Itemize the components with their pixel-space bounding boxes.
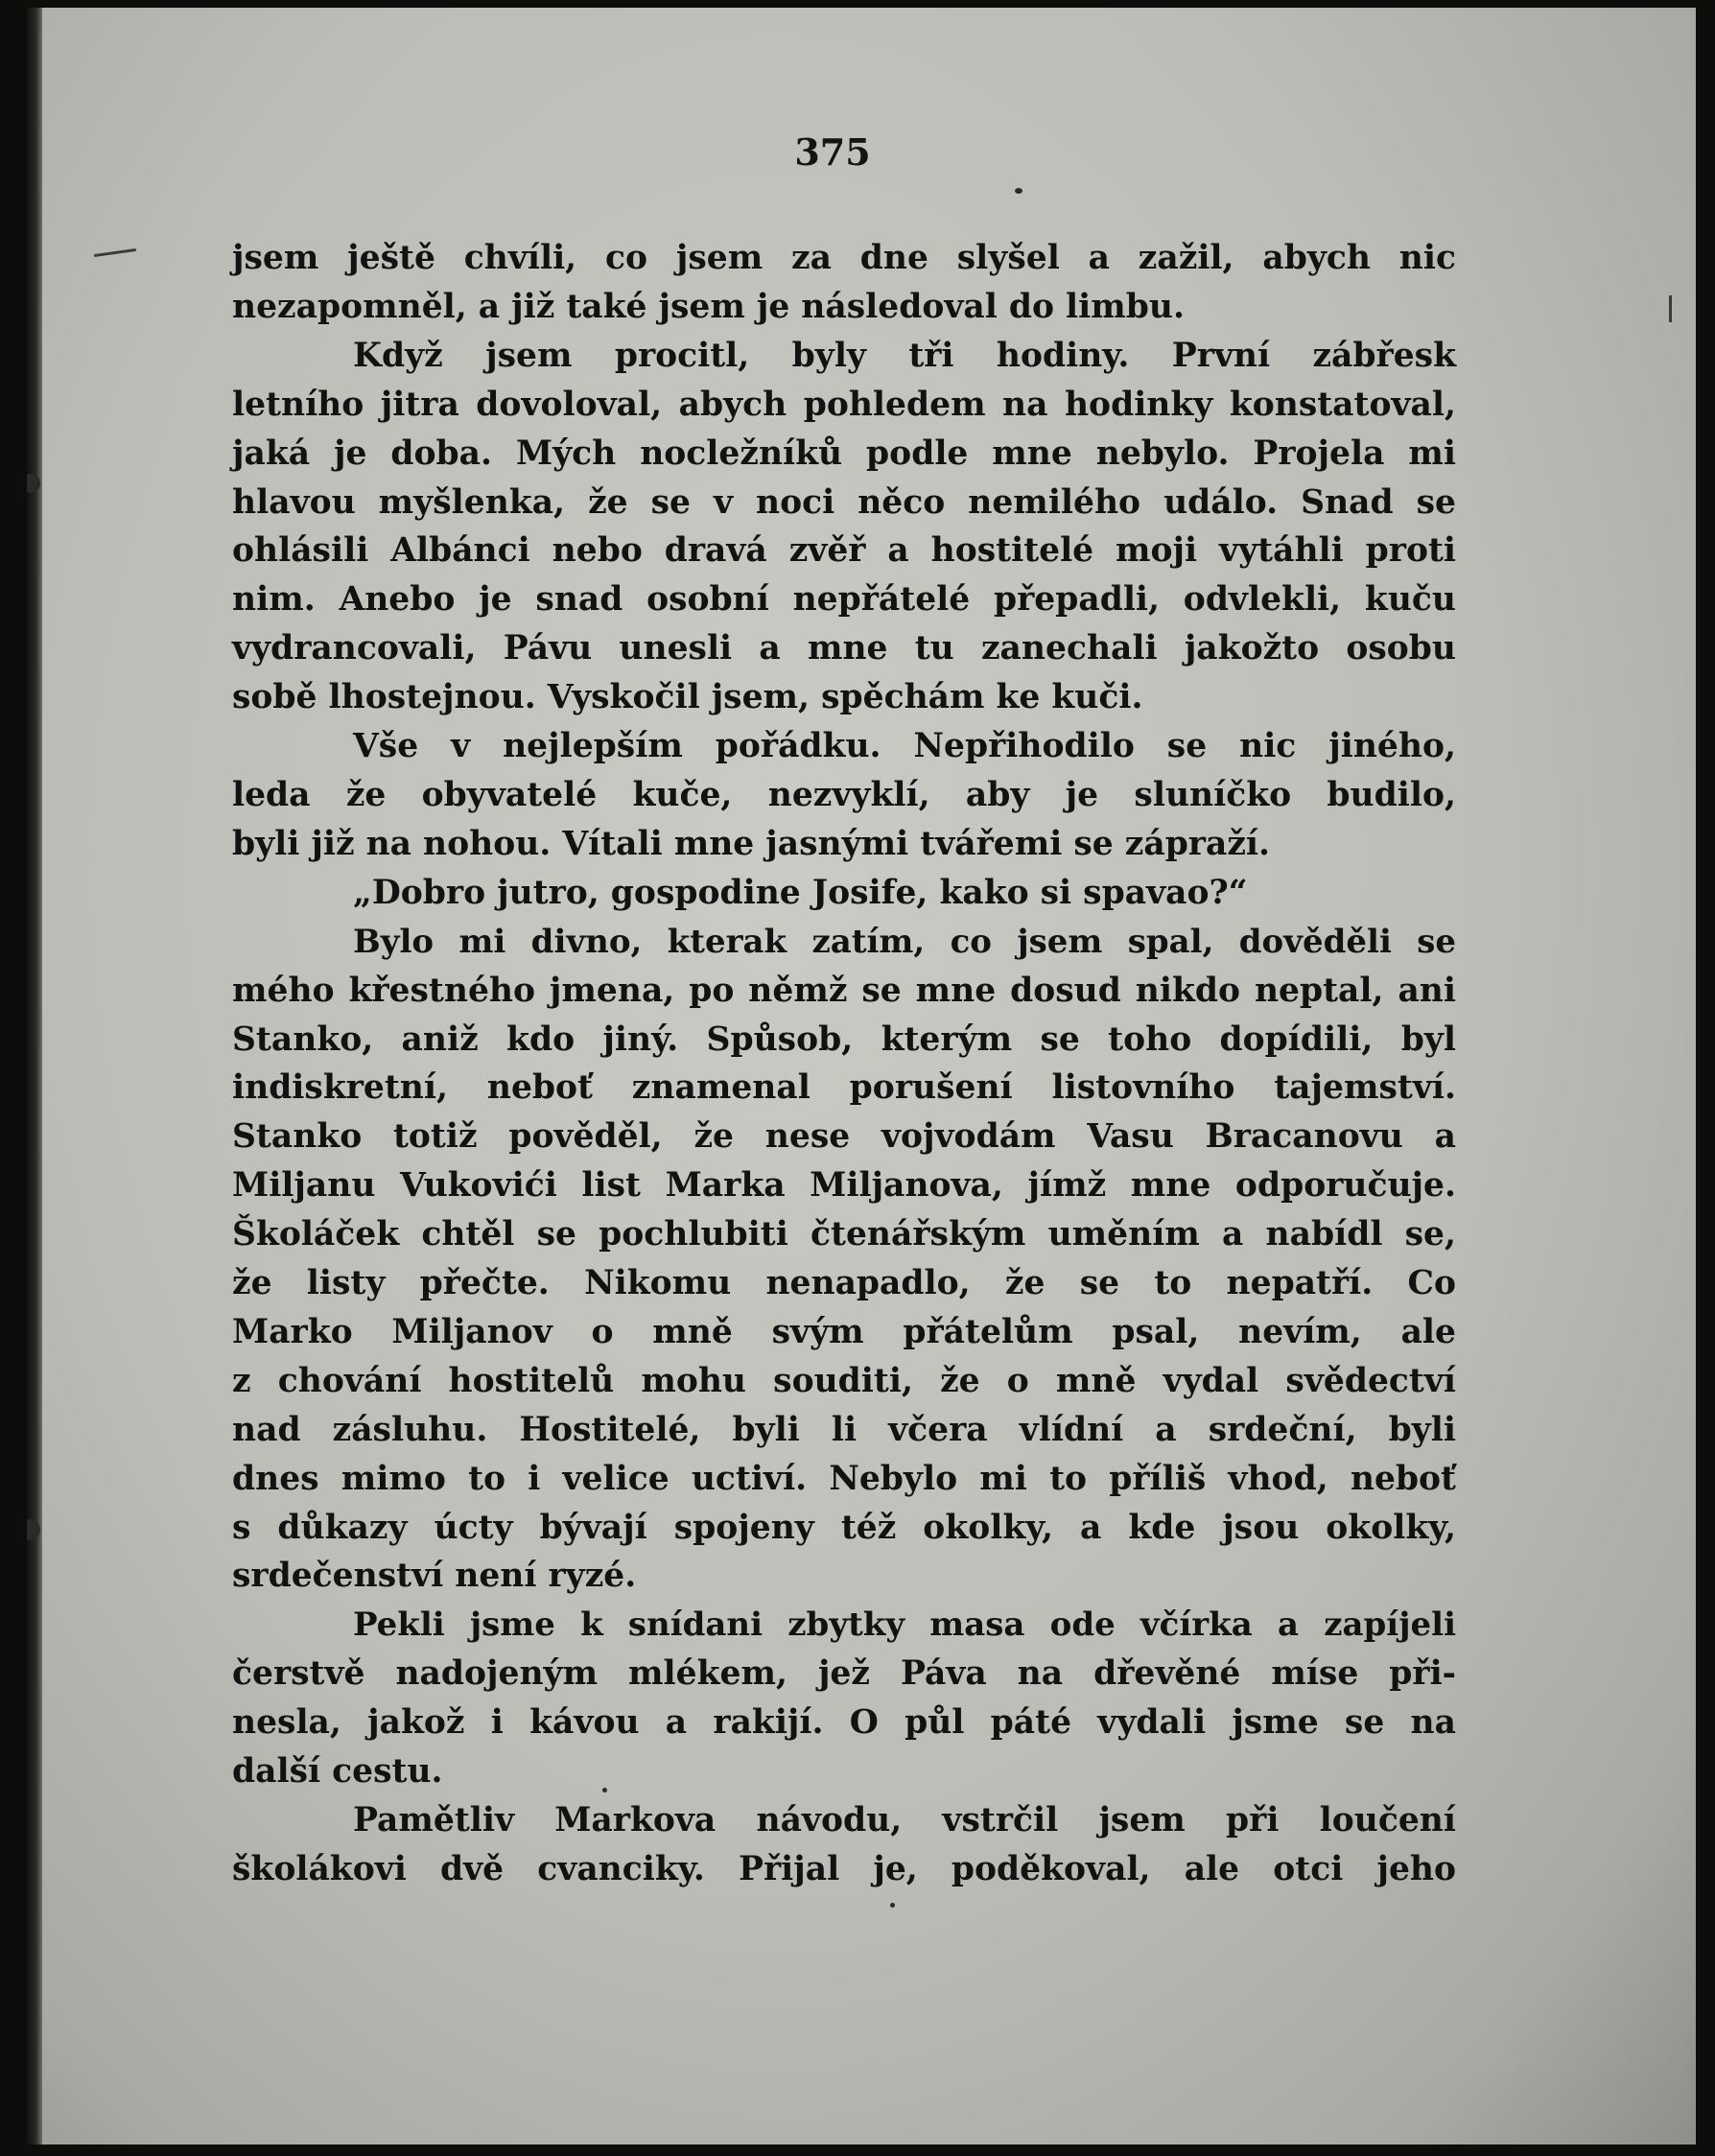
text-line: Vše v nejlepším pořádku. Nepřihodilo se nic jiného, [353, 727, 1456, 766]
text-line: mého křestného jmena, po němž se mne dosud nikdo neptal, ani [232, 971, 1456, 1010]
text-line: Když jsem procitl, byly tři hodiny. První zábřesk [353, 336, 1456, 375]
text-line: nezapomněl, a již také jsem je následoval do limbu. [232, 287, 1185, 326]
text-line: Pekli jsme k snídani zbytky masa ode včírka a zapíjeli [353, 1605, 1456, 1645]
scanned-page [27, 8, 1696, 2144]
text-line: Bylo mi divno, kterak zatím, co jsem spal, dověděli se [353, 922, 1456, 961]
text-line: byli již na nohou. Vítali mne jasnými tvářemi se zápraží. [232, 824, 1271, 863]
text-line: Školáček chtěl se pochlubiti čtenářským uměním a nabídl se, [232, 1215, 1456, 1254]
page-number: 375 [794, 130, 871, 174]
text-line: nesla, jakož i kávou a rakijí. O půl páté vydali jsme se na [232, 1703, 1456, 1743]
text-line: dnes mimo to i velice uctiví. Nebylo mi to příliš vhod, neboť [232, 1459, 1456, 1498]
text-line: jsem ještě chvíli, co jsem za dne slyšel a zažil, abych nic [232, 239, 1456, 277]
text-line: čerstvě nadojeným mlékem, jež Páva na dřevěné míse při- [232, 1654, 1456, 1694]
text-line: letního jitra dovoloval, abych pohledem na hodinky konstatoval, [232, 385, 1456, 424]
text-line: indiskretní, neboť znamenal porušení listovního tajemství. [232, 1068, 1456, 1108]
text-line: školákovi dvě cvanciky. Přijal je, poděkoval, ale otci jeho [232, 1849, 1456, 1888]
dust-speck [890, 1903, 895, 1908]
body-text [232, 234, 1456, 1894]
text-line: nad zásluhu. Hostitelé, byli li včera vlídní a srdeční, byli [232, 1410, 1456, 1449]
text-line: Pamětliv Markova návodu, vstrčil jsem při loučení [353, 1801, 1456, 1840]
book-binding-edge [27, 8, 42, 2144]
margin-mark [94, 248, 136, 257]
dust-speck [1015, 188, 1022, 194]
text-line: Marko Miljanov o mně svým přátelům psal, nevím, ale [232, 1312, 1456, 1351]
text-line: leda že obyvatelé kuče, nezvyklí, aby je sluníčko budilo, [232, 775, 1456, 814]
text-line: s důkazy úcty bývají spojeny též okolky, a kde jsou okolky, [232, 1508, 1456, 1547]
text-line: hlavou myšlenka, že se v noci něco nemilého událo. Snad se [232, 482, 1456, 522]
text-line: srdečenství není ryzé. [232, 1557, 637, 1596]
text-line: Miljanu Vukovići list Marka Miljanova, jímž mne odporučuje. [232, 1166, 1456, 1206]
text-line: jaká je doba. Mých nocležníků podle mne nebylo. Projela mi [232, 434, 1456, 473]
text-line: další cestu. [232, 1752, 443, 1792]
text-line: Stanko totiž pověděl, že nese vojvodám Vasu Bracanovu a [232, 1117, 1456, 1157]
text-line: nim. Anebo je snad osobní nepřátelé přepadli, odvlekli, kuču [232, 580, 1456, 620]
text-line: vydrancovali, Pávu unesli a mne tu zanechali jakožto osobu [232, 629, 1456, 668]
text-line: Stanko, aniž kdo jiný. Spůsob, kterým se toho dopídili, byl [232, 1019, 1456, 1059]
margin-mark [1669, 295, 1672, 322]
text-line: ohlásili Albánci nebo dravá zvěř a hostitelé moji vytáhli proti [232, 531, 1456, 571]
text-line: z chování hostitelů mohu souditi, že o mně vydal svědectví [232, 1361, 1456, 1400]
text-line: sobě lhostejnou. Vyskočil jsem, spěchám ke kuči. [232, 678, 1143, 717]
text-line: „Dobro jutro, gospodine Josife, kako si spavao?“ [353, 873, 1248, 912]
text-line: že listy přečte. Nikomu nenapadlo, že se to nepatří. Co [232, 1264, 1456, 1303]
